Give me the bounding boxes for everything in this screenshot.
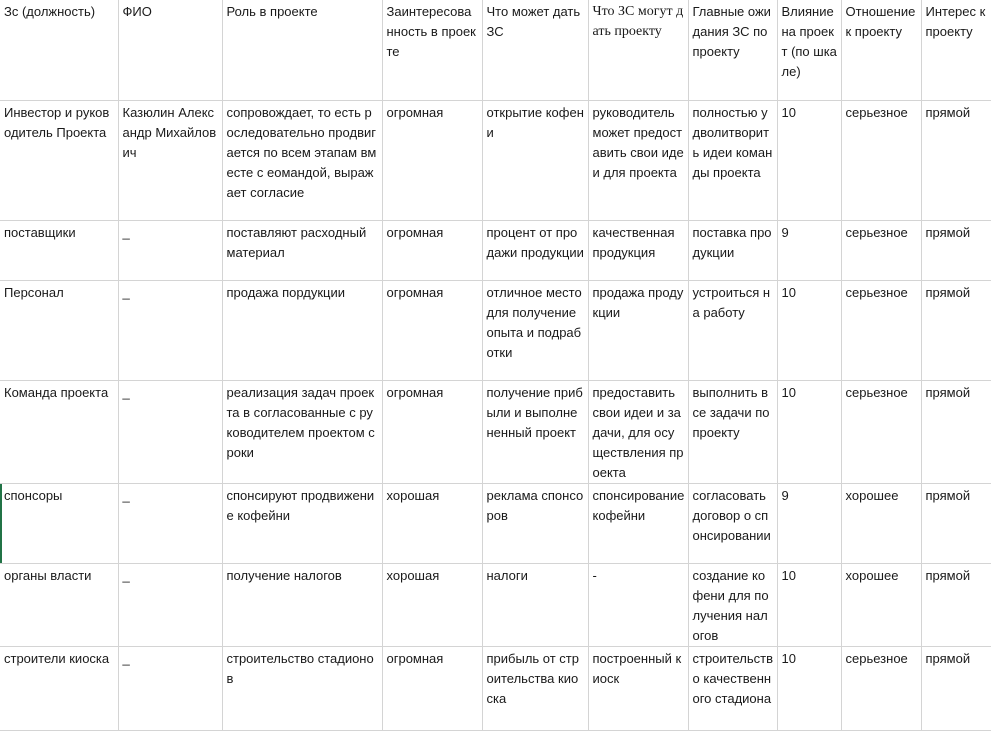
table-cell[interactable]: серьезное (841, 220, 921, 280)
table-cell[interactable]: органы власти (0, 563, 118, 646)
table-cell[interactable]: _ (118, 563, 222, 646)
table-cell[interactable]: 10 (777, 280, 841, 380)
table-cell[interactable]: огромная (382, 100, 482, 220)
table-cell[interactable]: _ (118, 380, 222, 483)
table-cell[interactable]: устроиться на работу (688, 280, 777, 380)
table-cell[interactable]: поставщики (0, 220, 118, 280)
table-cell[interactable]: получение прибыли и выполнененный проект (482, 380, 588, 483)
table-row (0, 100, 991, 220)
table-cell[interactable]: предоставить свои идеи и задачи, для осуществления проекта (588, 380, 688, 483)
table-cell[interactable]: прямой (921, 563, 991, 646)
table-cell[interactable]: Инвестор и руководитель Проекта (0, 100, 118, 220)
table-cell[interactable]: прямой (921, 100, 991, 220)
table-cell[interactable]: 10 (777, 380, 841, 483)
table-cell[interactable]: 10 (777, 563, 841, 646)
table-cell[interactable]: прибыль от строительства киоска (482, 646, 588, 730)
table-cell[interactable]: продажа продукции (588, 280, 688, 380)
table-cell[interactable]: спонсируют продвижение кофейни (222, 483, 382, 563)
table-cell[interactable]: _ (118, 220, 222, 280)
table-cell[interactable]: _ (118, 280, 222, 380)
table-cell[interactable]: огромная (382, 220, 482, 280)
table-cell[interactable]: открытие кофени (482, 100, 588, 220)
table-cell[interactable]: серьезное (841, 280, 921, 380)
header-cell-give-to-project[interactable]: Что ЗС могут дать проекту (588, 0, 688, 100)
table-cell[interactable]: Казюлин Александр Михайлович (118, 100, 222, 220)
table-row (0, 483, 991, 563)
table-cell[interactable]: серьезное (841, 646, 921, 730)
table-cell[interactable]: огромная (382, 646, 482, 730)
table-cell[interactable]: хорошая (382, 483, 482, 563)
table-cell[interactable]: согласовать договор о спонсировании (688, 483, 777, 563)
table-cell[interactable]: огромная (382, 280, 482, 380)
table-cell[interactable]: выполнить все задачи по проекту (688, 380, 777, 483)
table-cell[interactable]: хорошее (841, 563, 921, 646)
header-row (0, 0, 991, 100)
table-cell-selected[interactable]: спонсоры (0, 483, 118, 563)
table-cell[interactable]: прямой (921, 380, 991, 483)
table-cell[interactable]: серьезное (841, 100, 921, 220)
table-cell[interactable]: реклама спонсоров (482, 483, 588, 563)
header-cell-influence[interactable]: Влияние на проект (по шкале) (777, 0, 841, 100)
table-cell[interactable]: качественная продукция (588, 220, 688, 280)
header-cell-interest[interactable]: Интерес к проекту (921, 0, 991, 100)
header-cell-expectations[interactable]: Главные ожидания ЗС по проекту (688, 0, 777, 100)
table-cell[interactable]: прямой (921, 483, 991, 563)
table-cell[interactable]: реализация задач проекта в согласованные с руководителем проектом сроки (222, 380, 382, 483)
table-cell[interactable]: Команда проекта (0, 380, 118, 483)
table-cell[interactable]: прямой (921, 646, 991, 730)
table-cell[interactable]: Персонал (0, 280, 118, 380)
table-row (0, 563, 991, 646)
table-cell[interactable]: строители киоска (0, 646, 118, 730)
table-row (0, 280, 991, 380)
table-cell[interactable]: процент от продажи продукции (482, 220, 588, 280)
header-cell-interest-level[interactable]: Заинтересованность в проекте (382, 0, 482, 100)
table-cell[interactable]: 9 (777, 220, 841, 280)
table-cell[interactable]: _ (118, 646, 222, 730)
table-cell[interactable]: _ (118, 483, 222, 563)
table-cell[interactable]: - (588, 563, 688, 646)
table-cell[interactable]: строительство качественного стадиона (688, 646, 777, 730)
table-cell[interactable]: полностью удволитворить идеи команды проекта (688, 100, 777, 220)
header-cell-fio[interactable]: ФИО (118, 0, 222, 100)
table-cell[interactable]: построенный киоск (588, 646, 688, 730)
header-cell-attitude[interactable]: Отношение к проекту (841, 0, 921, 100)
table-cell[interactable]: спонсирование кофейни (588, 483, 688, 563)
table-cell[interactable]: хорошая (382, 563, 482, 646)
table-cell[interactable]: огромная (382, 380, 482, 483)
table-cell[interactable]: налоги (482, 563, 588, 646)
header-cell-can-give[interactable]: Что может дать ЗС (482, 0, 588, 100)
table-cell[interactable]: 10 (777, 100, 841, 220)
table-cell[interactable]: хорошее (841, 483, 921, 563)
table-cell[interactable]: получение налогов (222, 563, 382, 646)
table-cell[interactable]: создание кофени для получения налогов (688, 563, 777, 646)
table-cell[interactable]: 10 (777, 646, 841, 730)
table-row (0, 646, 991, 730)
table-cell[interactable]: руководитель может предоставить свои идеи для проекта (588, 100, 688, 220)
table-cell[interactable]: 9 (777, 483, 841, 563)
table-row (0, 220, 991, 280)
header-cell-role[interactable]: Роль в проекте (222, 0, 382, 100)
table-cell[interactable]: поставляют расходный материал (222, 220, 382, 280)
table-cell[interactable]: серьезное (841, 380, 921, 483)
table-cell[interactable]: строительство стадионов (222, 646, 382, 730)
table-cell[interactable]: прямой (921, 220, 991, 280)
table-cell[interactable]: прямой (921, 280, 991, 380)
header-cell-position[interactable]: Зс (должность) (0, 0, 118, 100)
table-cell[interactable]: отличное место для получение опыта и подработки (482, 280, 588, 380)
table-row (0, 380, 991, 483)
table-cell[interactable]: поставка продукции (688, 220, 777, 280)
table-cell[interactable]: сопровождает, то есть роследовательно продвигается по всем этапам вместе с еомандой, выражает согласие (222, 100, 382, 220)
table-cell[interactable]: продажа пордукции (222, 280, 382, 380)
